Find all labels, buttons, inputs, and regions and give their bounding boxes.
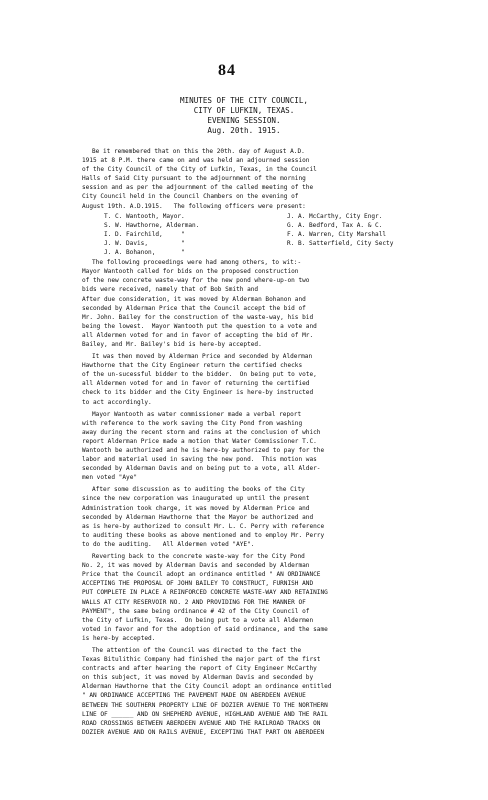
attendee: S. W. Hawthorne, Alderman. bbox=[104, 221, 200, 229]
text-line: Bailey, and Mr. Bailey's bid is here-by accepted. bbox=[82, 340, 262, 348]
text-line: since the new corporation was inaugurated up until the present bbox=[82, 495, 310, 503]
heading-city: CITY OF LUFKIN, TEXAS. bbox=[193, 106, 295, 115]
text-line: of the new concrete waste-way for the new pond where-up-on two bbox=[82, 277, 310, 285]
text-line: Mr. John. Bailey for the construction of the waste-way, his bid bbox=[82, 313, 314, 321]
proceeding-paragraph bbox=[82, 485, 468, 549]
text-line: Mayor Wantooth as water commissioner made a verbal report bbox=[92, 410, 302, 418]
attendance-list bbox=[82, 212, 468, 257]
text-line: BETWEEN THE SOUTHERN PROPERTY LINE OF DOZIER AVENUE TO THE NORTHERN bbox=[82, 701, 328, 709]
text-line: report Alderman Price made a motion that Water Commissioner T.C. bbox=[82, 437, 317, 445]
text-line: seconded by Alderman Davis and on being put to a vote, all Alder- bbox=[82, 465, 321, 473]
text-line: LINE OF ______ AND ON SHEPHERD AVENUE, HIGHLAND AVENUE AND THE RAIL bbox=[82, 710, 328, 718]
text-line: to do the auditing. All Aldermen voted "AYE". bbox=[82, 540, 255, 548]
intro-paragraph bbox=[82, 147, 468, 211]
text-line: voted in favor and for the adoption of said ordinance, and the same bbox=[82, 625, 328, 633]
proceeding-paragraph bbox=[82, 410, 468, 483]
text-line: check to its bidder and the City Engineer is here-by instructed bbox=[82, 389, 314, 397]
text-line: men voted "Aye" bbox=[82, 474, 138, 482]
text-line: Be it remembered that on this the 20th. day of August A.D. bbox=[92, 148, 305, 155]
text-line: PAYMENT", the same being ordinance # 42 of the City Council of bbox=[82, 607, 310, 615]
text-line: Hawthorne that the City Engineer return the certified checks bbox=[82, 362, 303, 370]
text-line: After due consideration, it was moved by Alderman Bohanon and bbox=[82, 295, 306, 303]
text-line: the City of Lufkin, Texas. On being put to a vote all Aldermen bbox=[82, 616, 314, 624]
text-line: with reference to the work saving the City Pond from washing bbox=[82, 419, 303, 427]
attendance-council bbox=[82, 212, 275, 257]
text-line: seconded by Alderman Hawthorne that the Mayor be authorized and bbox=[82, 513, 314, 521]
heading-session: EVENING SESSION. bbox=[207, 116, 281, 125]
heading-title: MINUTES OF THE CITY COUNCIL, bbox=[179, 96, 308, 105]
text-line: as is here-by authorized to consult Mr. L. C. Perry with reference bbox=[82, 522, 325, 530]
minutes-heading bbox=[0, 96, 488, 136]
text-line: away during the recent storm and rains at the conclusion of which bbox=[82, 428, 321, 436]
attendee: J. A. McCarthy, City Engr. bbox=[287, 212, 383, 220]
text-line: of the City Council of the City of Lufkin, Texas, in the Council bbox=[82, 166, 317, 174]
attendance-officers bbox=[275, 212, 468, 257]
attendee: J. A. Bohanon, " bbox=[104, 249, 185, 257]
text-line: Mayor Wantooth called for bids on the proposed construction bbox=[82, 268, 299, 276]
text-line: Halls of Said City pursuant to the adjournment of the morning bbox=[82, 175, 306, 183]
text-line: all Aldermen voted for and in favor of returning the certified bbox=[82, 380, 310, 388]
text-line: bids were received, namely that of Bob Smith and bbox=[82, 286, 259, 294]
text-line: No. 2, it was moved by Alderman Davis and seconded by Alderman bbox=[82, 562, 310, 570]
text-line: of the un-sucessful bidder to the bidder. On being put to vote, bbox=[82, 371, 317, 379]
proceeding-paragraph bbox=[82, 258, 468, 349]
page-number: 84 bbox=[218, 62, 236, 79]
text-line: to act accordingly. bbox=[82, 398, 152, 406]
proceedings bbox=[82, 258, 468, 737]
text-line: Alderman Hawthorne that the City Council adopt an ordinance entitled bbox=[82, 683, 332, 691]
heading-date: Aug. 20th. 1915. bbox=[207, 126, 281, 135]
text-line: City Council held in the Council Chambers on the evening of bbox=[82, 193, 299, 201]
text-line: is here-by accepted. bbox=[82, 634, 156, 642]
text-line: labor and material used in saving the new pond. This motion was bbox=[82, 456, 317, 464]
attendee: F. A. Warren, City Marshall bbox=[287, 230, 387, 238]
text-line: Wantooth be authorized and he is here-by authorized to pay for the bbox=[82, 447, 325, 454]
attendee: R. B. Satterfield, City Secty bbox=[287, 239, 394, 247]
text-line: Reverting back to the concrete waste-way for the City Pond bbox=[92, 553, 305, 561]
text-line: being the lowest. Mayor Wantooth put the question to a vote and bbox=[82, 322, 317, 330]
text-line: Price that the Council adopt an ordinance entitled " AN ORDINANCE bbox=[82, 571, 321, 579]
text-line: session and as per the adjournment of the called meeting of the bbox=[82, 184, 314, 192]
text-line: The attention of the Council was directed to the fact the bbox=[92, 646, 302, 654]
text-line: The following proceedings were had among others, to wit:- bbox=[92, 259, 302, 267]
text-line: all Aldermen voted for and in favor of accepting the bid of Mr. bbox=[82, 331, 314, 339]
attendee: I. D. Fairchild, " bbox=[104, 230, 185, 238]
text-line: " AN ORDINANCE ACCEPTING THE PAVEMENT MADE ON ABERDEEN AVENUE bbox=[82, 692, 306, 700]
text-line: It was then moved by Alderman Price and seconded by Alderman bbox=[92, 353, 313, 361]
text-line: DOZIER AVENUE AND ON RAILS AVENUE, EXCEPTING THAT PART ON ABERDEEN bbox=[82, 728, 325, 736]
text-line: August 19th. A.D.1915. The following officers were present: bbox=[82, 202, 306, 210]
text-line: Texas Bitulithic Company had finished the major part of the first bbox=[82, 656, 321, 664]
text-line: WALLS AT CITY RESERVOIR NO. 2 AND PROVIDING FOR THE MANNER OF bbox=[82, 598, 306, 606]
text-line: After some discussion as to auditing the books of the City bbox=[92, 486, 305, 494]
text-line: Administration took charge, it was moved by Alderman Price and bbox=[82, 504, 310, 512]
text-line: PUT COMPLETE IN PLACE A REINFORCED CONCRETE WASTE-WAY AND RETAINING bbox=[82, 589, 328, 597]
text-line: on this subject, it was moved by Alderman Davis and seconded by bbox=[82, 674, 314, 682]
proceeding-paragraph bbox=[82, 352, 468, 407]
text-line: 1915 at 8 P.M. there came on and was held an adjourned session bbox=[82, 157, 310, 165]
text-line: ROAD CROSSINGS BETWEEN ABERDEEN AVENUE AND THE RAILROAD TRACKS ON bbox=[82, 719, 321, 727]
text-line: contracts and after hearing the report of City Engineer McCarthy bbox=[82, 665, 317, 673]
minutes-body bbox=[82, 147, 468, 737]
text-line: seconded by Alderman Price that the Council accept the bid of bbox=[82, 304, 306, 312]
attendee: G. A. Bedford, Tax A. & C. bbox=[287, 221, 383, 229]
text-line: ACCEPTING THE PROPOSAL OF JOHN BAILEY TO CONSTRUCT, FURNISH AND bbox=[82, 580, 314, 588]
proceeding-paragraph bbox=[82, 552, 468, 643]
attendee: T. C. Wantooth, Mayor. bbox=[104, 212, 185, 220]
proceeding-paragraph bbox=[82, 646, 468, 737]
text-line: to auditing these books as above mentioned and to employ Mr. Perry bbox=[82, 531, 325, 539]
attendee: J. W. Davis, " bbox=[104, 239, 185, 247]
